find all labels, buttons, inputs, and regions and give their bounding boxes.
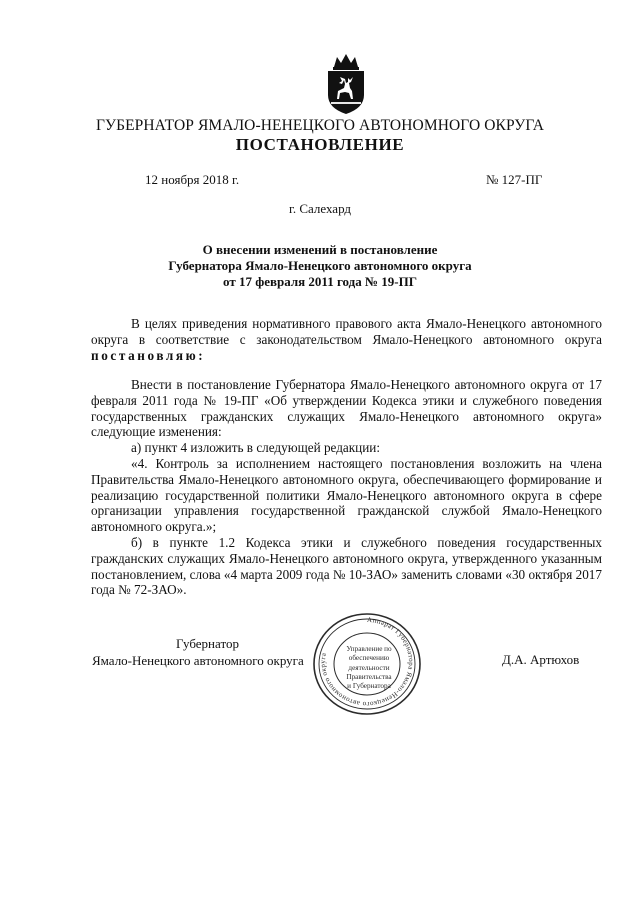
document-date: 12 ноября 2018 г. (145, 172, 240, 187)
stamp-line: обеспечению (348, 654, 390, 663)
body-item-b: б) в пункте 1.2 Кодекса этики и служебного поведения государственных гражданских служащих Ямало-Ненецкого автономного округа, утвержденного указанным постановлением, слова «4 марта 2009 года № 10-ЗАО» заменить словами «30 октября 2017 года № 72-ЗАО». (91, 534, 602, 598)
stamp-line: деятельности (348, 663, 390, 672)
document-number: № 127-ПГ (486, 172, 543, 187)
document-title (0, 242, 640, 290)
title-line: от 17 февраля 2011 года № 19-ПГ (222, 274, 417, 289)
stamp-line: Правительства (346, 672, 392, 681)
signatory-name: Д.А. Артюхов (502, 652, 580, 667)
document-type: ПОСТАНОВЛЕНИЕ (235, 135, 405, 154)
preamble-paragraph (91, 316, 602, 363)
body-item-a: а) пункт 4 изложить в следующей редакции: (131, 440, 381, 456)
title-line: Губернатора Ямало-Ненецкого автономного округа (168, 258, 472, 273)
issuer-organization: ГУБЕРНАТОР ЯМАЛО-НЕНЕЦКОГО АВТОНОМНОГО ОКРУГА (95, 117, 545, 134)
body-item-a-text: «4. Контроль за исполнением настоящего постановления возложить на члена Правительства Ямало-Ненецкого автономного округа, обеспечивающего формирование и реализацию государственной политики Ямало-Ненецкого автономного округа в сфере организации управления государственной гражданской службой Ямало-Ненецкого автономного округа.»; (91, 455, 602, 535)
stamp-line: Управление по (346, 645, 392, 653)
stamp-inner-text (340, 645, 398, 691)
stamp-line: и Губернатора (347, 682, 391, 691)
body-paragraph: Внести в постановление Губернатора Ямало-Ненецкого автономного округа от 17 февраля 2011 года № 19-ПГ «Об утверждении Кодекса этики и служебного поведения государственных гражданских служащих Ямало-Ненецкого автономного округа» следующие изменения: (91, 377, 602, 440)
preamble-text: В целях приведения нормативного правового акта Ямало-Ненецкого автономного округа в соответствие с законодательством Ямало-Ненецкого автономного округа (91, 316, 602, 347)
stamp-ring-text: Аппарат Губернатора Ямало-Ненецкого автономного округа (318, 615, 415, 709)
signatory-title-line: Ямало-Ненецкого автономного округа (92, 653, 304, 668)
document-city: г. Салехард (288, 201, 352, 216)
coat-of-arms-icon (323, 53, 369, 115)
preamble-emphasis: постановляю: (91, 347, 206, 363)
signatory-title-line: Губернатор (176, 636, 239, 651)
signatory-title (92, 635, 332, 669)
main-body (91, 377, 602, 598)
title-line: О внесении изменений в постановление (202, 242, 438, 257)
